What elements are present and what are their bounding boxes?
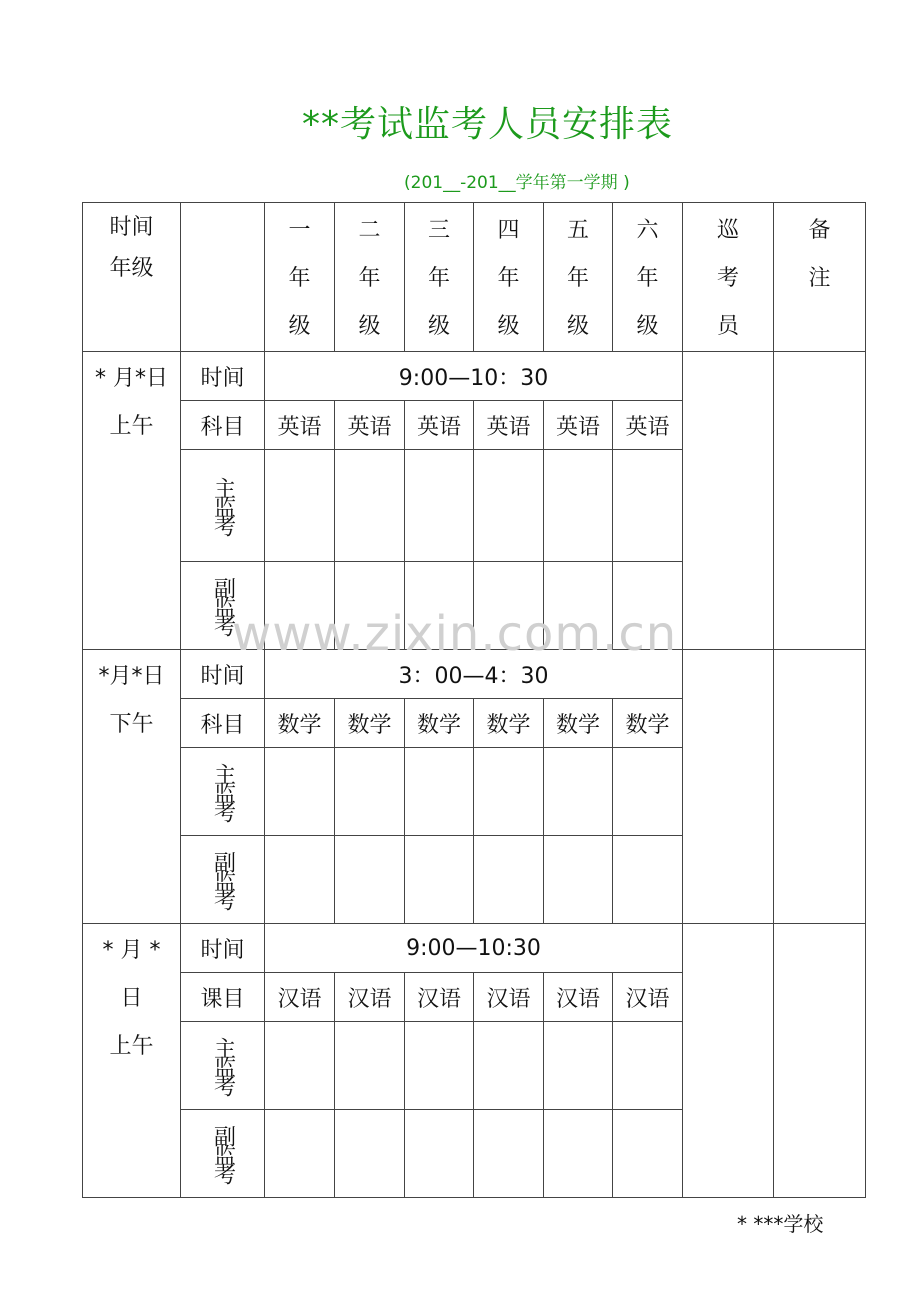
chief-proctor-cell <box>474 450 544 562</box>
grade-header-6: 六 年 级 <box>613 203 683 352</box>
session-period: 上午 <box>109 414 154 439</box>
subject-cell: 汉语 <box>544 973 613 1022</box>
chief-proctor-cell <box>544 748 613 836</box>
deputy-proctor-cell <box>613 836 683 924</box>
deputy-proctor-cell <box>335 836 405 924</box>
subject-cell: 英语 <box>613 401 683 450</box>
deputy-proctor-cell <box>265 1110 335 1198</box>
deputy-proctor-cell <box>544 562 613 650</box>
session-2-date-cell <box>83 650 181 924</box>
deputy-proctor-cell <box>613 562 683 650</box>
session-3-date-cell <box>83 924 181 1198</box>
deputy-proctor-cell <box>474 1110 544 1198</box>
chief-proctor-cell <box>474 1022 544 1110</box>
grade-header-1: 一 年 级 <box>265 203 335 352</box>
deputy-proctor-cell <box>544 836 613 924</box>
chief-proctor-cell <box>335 748 405 836</box>
subject-label: 科目 <box>181 699 265 748</box>
deputy-proctor-label: 副监考 <box>181 836 265 924</box>
subject-cell: 汉语 <box>335 973 405 1022</box>
grade-header-3: 三 年 级 <box>405 203 474 352</box>
deputy-proctor-cell <box>405 836 474 924</box>
time-label: 时间 <box>181 650 265 699</box>
session-3-patrol-cell <box>683 924 774 1198</box>
subject-cell: 英语 <box>474 401 544 450</box>
header-row <box>83 203 866 352</box>
deputy-proctor-cell <box>474 562 544 650</box>
chief-proctor-cell <box>265 1022 335 1110</box>
time-label: 时间 <box>181 924 265 973</box>
chief-proctor-cell <box>335 1022 405 1110</box>
session-date-line: *月*日 <box>98 664 165 689</box>
grade-header-5: 五 年 级 <box>544 203 613 352</box>
deputy-proctor-cell <box>265 562 335 650</box>
subject-label: 科目 <box>181 401 265 450</box>
session-2-time: 3：00—4：30 <box>265 650 683 699</box>
subject-cell: 汉语 <box>613 973 683 1022</box>
session-1-time: 9:00—10：30 <box>265 352 683 401</box>
chief-proctor-cell <box>405 1022 474 1110</box>
session-1-remarks-cell <box>774 352 866 650</box>
deputy-proctor-cell <box>405 562 474 650</box>
session-2-remarks-cell <box>774 650 866 924</box>
deputy-proctor-label: 副监考 <box>181 562 265 650</box>
chief-proctor-label: 主监考 <box>181 450 265 562</box>
subject-cell: 汉语 <box>405 973 474 1022</box>
chief-proctor-cell <box>544 450 613 562</box>
subject-cell: 数学 <box>405 699 474 748</box>
school-footer: * ***学校 <box>737 1212 824 1236</box>
session-1-patrol-cell <box>683 352 774 650</box>
deputy-proctor-cell <box>544 1110 613 1198</box>
subject-cell: 英语 <box>335 401 405 450</box>
session-3-time: 9:00—10:30 <box>265 924 683 973</box>
chief-proctor-cell <box>405 450 474 562</box>
remarks-header: 备 注 <box>774 203 866 352</box>
session-1-time-row <box>83 352 866 401</box>
time-label: 时间 <box>181 352 265 401</box>
subject-cell: 数学 <box>335 699 405 748</box>
deputy-proctor-cell <box>335 1110 405 1198</box>
chief-proctor-label: 主监考 <box>181 1022 265 1110</box>
subject-cell: 数学 <box>544 699 613 748</box>
subject-cell: 数学 <box>265 699 335 748</box>
chief-proctor-cell <box>613 450 683 562</box>
chief-proctor-cell <box>265 748 335 836</box>
chief-proctor-cell <box>544 1022 613 1110</box>
deputy-proctor-cell <box>335 562 405 650</box>
session-date-line: * 月 * <box>102 938 161 963</box>
session-1-date-cell <box>83 352 181 650</box>
session-period: 下午 <box>109 712 154 737</box>
watermark: www.zixin.com.cn <box>232 606 678 662</box>
chief-proctor-cell <box>265 450 335 562</box>
deputy-proctor-cell <box>265 836 335 924</box>
subject-cell: 英语 <box>405 401 474 450</box>
session-date-line: * 月*日 <box>95 366 168 391</box>
session-2-time-row <box>83 650 866 699</box>
chief-proctor-cell <box>613 1022 683 1110</box>
corner-header <box>83 203 181 352</box>
proctor-schedule-table <box>82 202 866 1198</box>
corner-time-label: 时间 <box>109 215 154 240</box>
chief-proctor-cell <box>613 748 683 836</box>
deputy-proctor-cell <box>613 1110 683 1198</box>
grade-header-4: 四 年 级 <box>474 203 544 352</box>
chief-proctor-cell <box>474 748 544 836</box>
session-period: 上午 <box>109 1034 154 1059</box>
chief-proctor-label: 主监考 <box>181 748 265 836</box>
deputy-proctor-cell <box>474 836 544 924</box>
deputy-proctor-cell <box>405 1110 474 1198</box>
subject-cell: 数学 <box>613 699 683 748</box>
subject-cell: 汉语 <box>265 973 335 1022</box>
session-3-remarks-cell <box>774 924 866 1198</box>
subject-label: 课目 <box>181 973 265 1022</box>
grade-header-2: 二 年 级 <box>335 203 405 352</box>
subject-cell: 数学 <box>474 699 544 748</box>
session-2-patrol-cell <box>683 650 774 924</box>
session-3-time-row <box>83 924 866 973</box>
corner-grade-label: 年级 <box>109 256 154 281</box>
session-date-line: 日 <box>120 986 143 1011</box>
subject-cell: 英语 <box>544 401 613 450</box>
patrol-header: 巡 考 员 <box>683 203 774 352</box>
subject-cell: 英语 <box>265 401 335 450</box>
page-title: **考试监考人员安排表 <box>301 104 673 145</box>
empty-header-cell <box>181 203 265 352</box>
subject-cell: 汉语 <box>474 973 544 1022</box>
deputy-proctor-label: 副监考 <box>181 1110 265 1198</box>
term-subtitle: (201__-201__学年第一学期 ) <box>404 173 630 193</box>
chief-proctor-cell <box>335 450 405 562</box>
chief-proctor-cell <box>405 748 474 836</box>
